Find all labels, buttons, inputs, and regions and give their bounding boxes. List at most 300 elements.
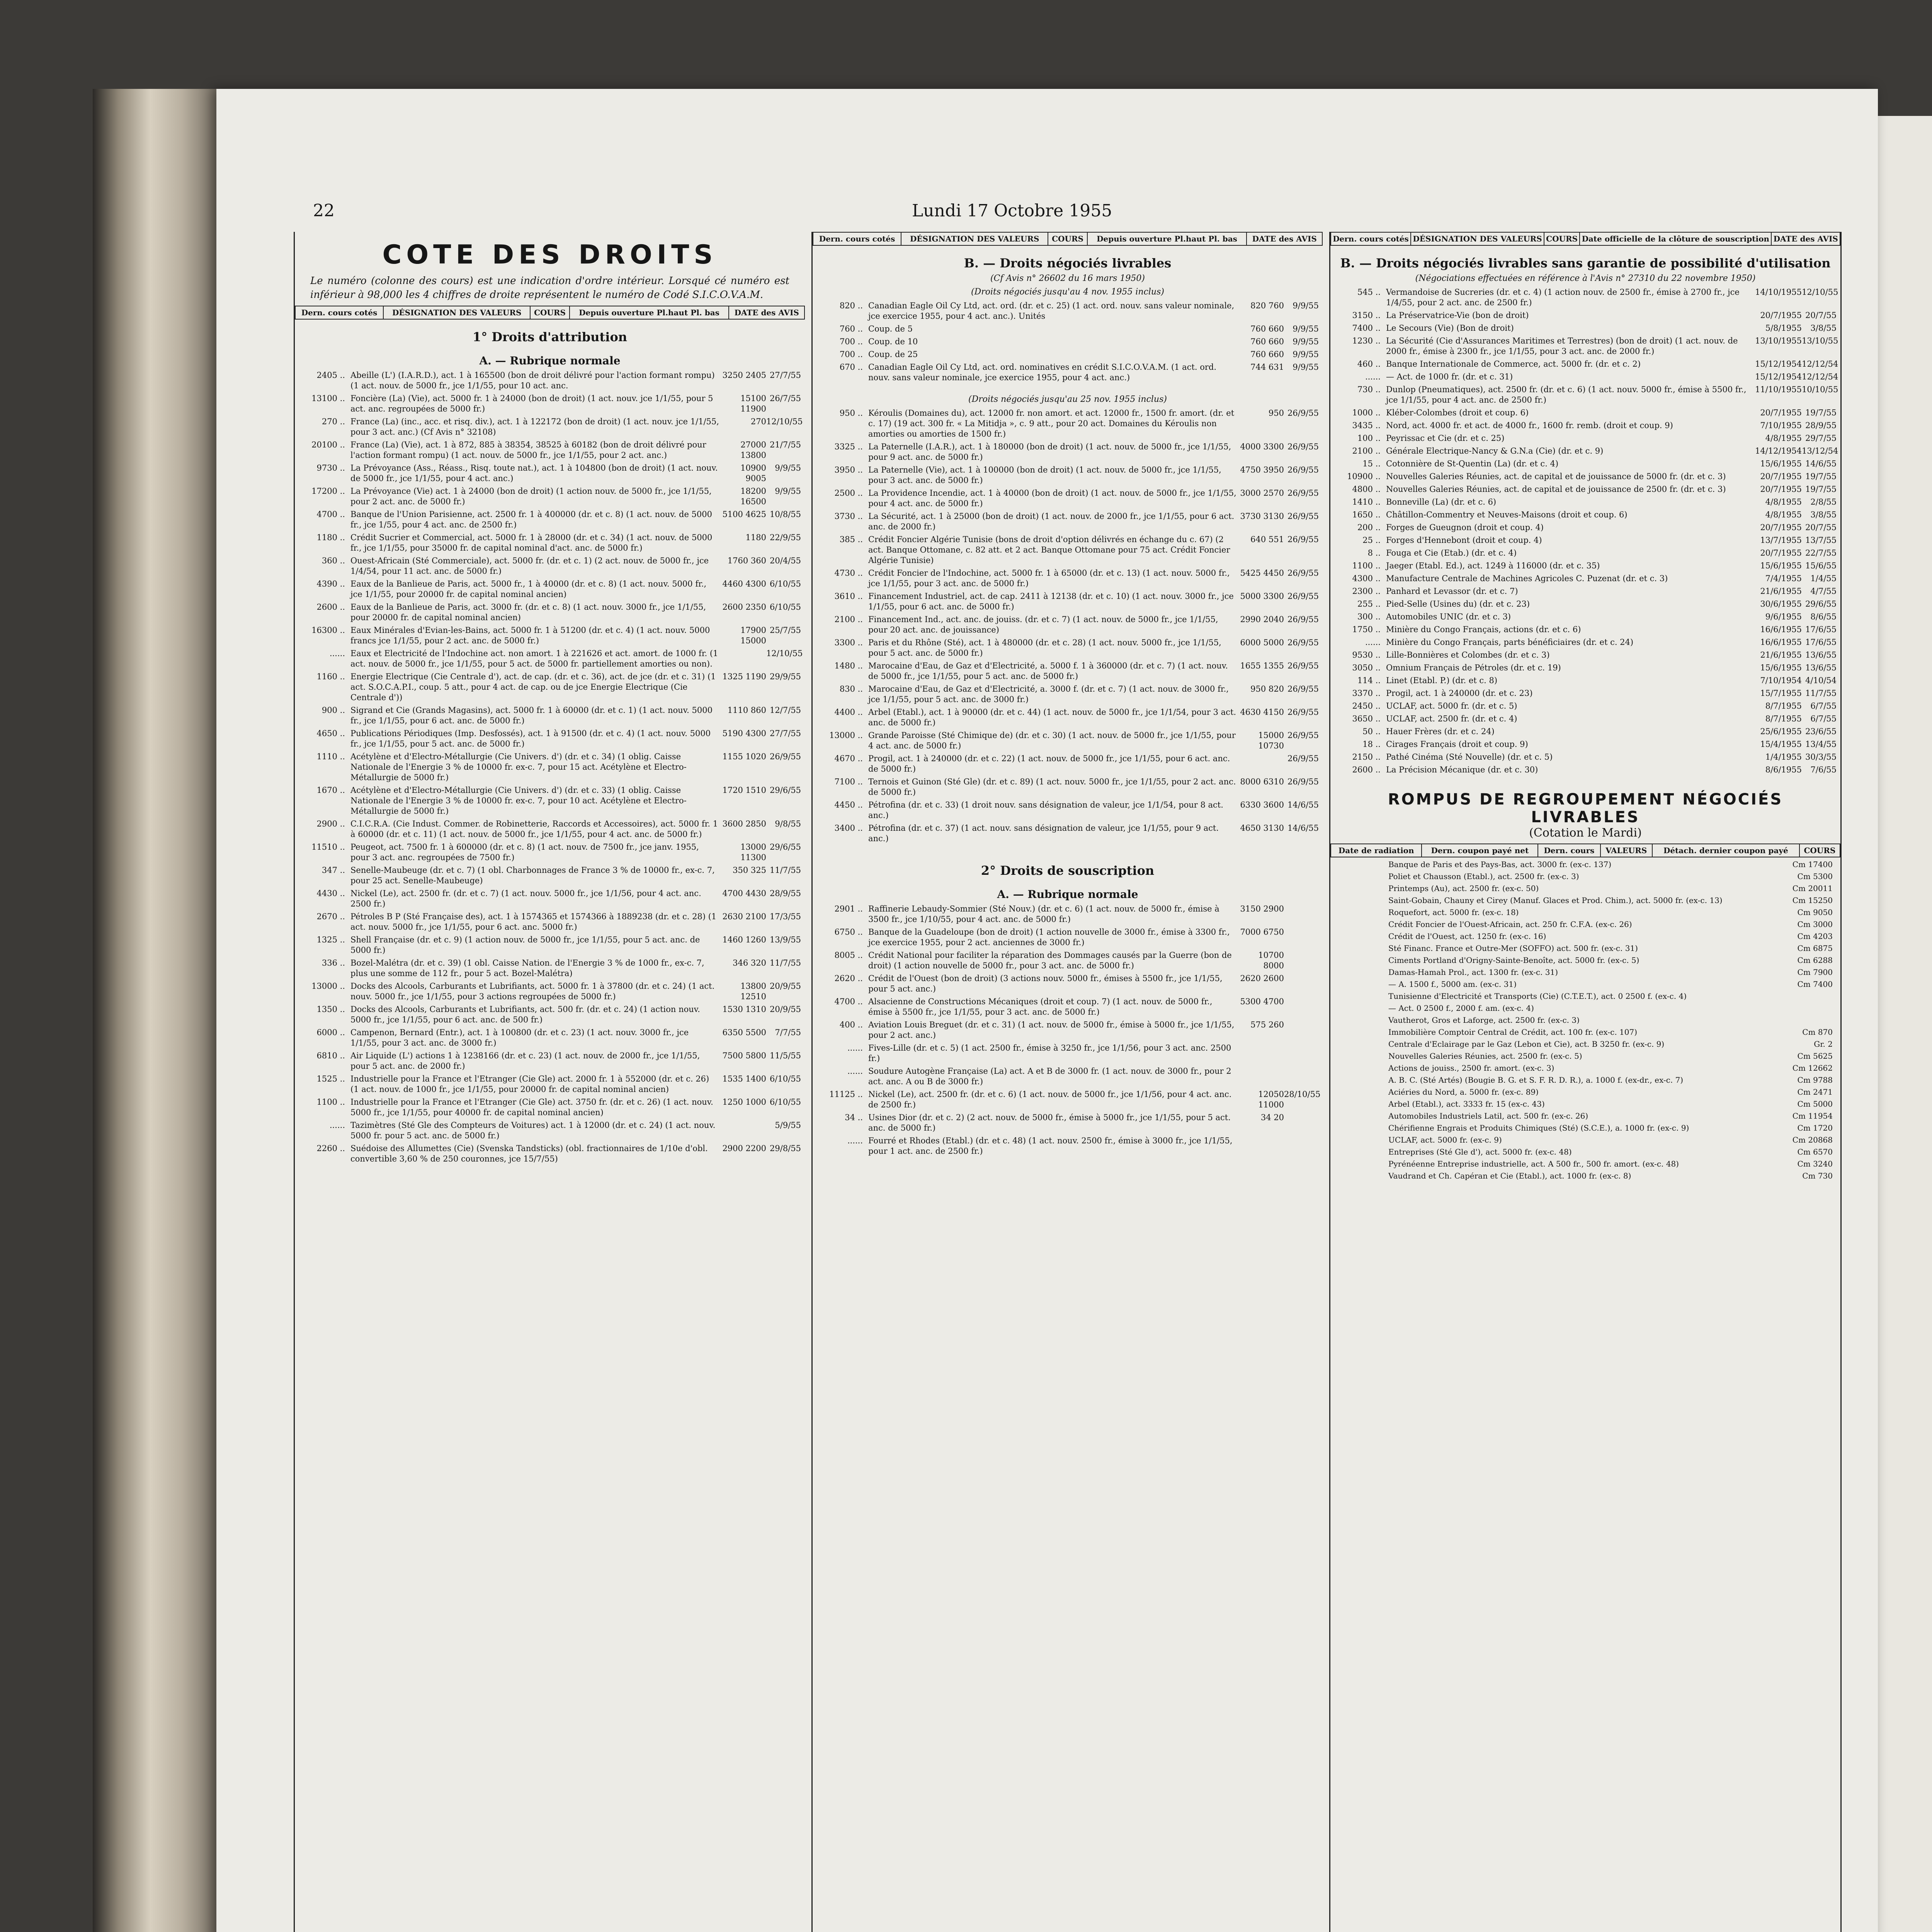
rompus-security: Vaudrand et Ch. Capéran et Cie (Etabl.), act. 1000 fr. (ex-c. 8) [1388,1171,1631,1180]
last-price: 4390 .. [316,579,345,588]
book-binding-edge [93,89,220,1932]
list-item [1330,714,1840,724]
price-range: 5/8/1955 [1765,323,1802,333]
rompus-title: ROMPUS DE REGROUPEMENT NÉGOCIÉS LIVRABLES [1388,791,1783,826]
notice-date: 30/3/55 [1805,752,1837,762]
security-designation: Crédit de l'Ouest (bon de droit) (3 actions nouv. 5000 fr., émises à 5500 fr., jce 1/1/55, pour 5 act. anc.) [868,974,1223,993]
last-price: 270 .. [321,417,345,426]
list-item [295,785,805,816]
notice-date: 17/3/55 [770,912,801,921]
list-item [295,672,805,703]
notice-date: 29/7/55 [1805,434,1837,443]
list-item [295,958,805,979]
last-price: 4300 .. [1352,574,1381,583]
notice-date: 11/7/55 [770,866,801,875]
security-designation: Banque Internationale de Commerce, act. 5000 fr. (dr. et c. 2) [1386,359,1641,369]
notice-date: 11/7/55 [1805,689,1837,698]
list-item [1330,561,1840,571]
notice-date [1284,1066,1323,1087]
rompus-security: Sté Financ. France et Outre-Mer (SOFFO) act. 500 fr. (ex-c. 31) [1388,944,1638,953]
header-cell: VALEURS [1600,844,1652,857]
rompus-row [1330,979,1840,989]
security-designation: La Sécurité (Cie d'Assurances Maritimes et Terrestres) (bon de droit) (1 act. nouv. de 2000 fr., émise à 2300 fr., jce 1/1/55, pour 3 act. anc. de 2000 fr.) [1386,336,1738,356]
last-price: 2100 .. [1352,446,1381,456]
notice-date: 12/12/54 [1802,372,1838,381]
notice-date: 19/7/55 [1805,472,1837,481]
notice-date: 26/9/55 [770,752,801,761]
last-price: 545 .. [1357,287,1381,297]
list-item [813,337,1323,347]
rompus-price [1740,991,1840,1001]
rompus-security: Centrale d'Eclairage par le Gaz (Lebon et Cie), act. B 3250 fr. (ex-c. 9) [1388,1039,1665,1049]
security-designation: Docks des Alcools, Carburants et Lubrifiants, act. 5000 fr. 1 à 37800 (dr. et c. 24) (1 act. nouv. 5000 fr., jce 1/1/55, pour 3 actions regroupées de 5000 fr.) [350,981,715,1001]
last-price: 6810 .. [316,1051,345,1060]
security-designation: La Sécurité, act. 1 à 25000 (bon de droit) (1 act. nouv. de 2000 fr., jce 1/1/55, pour 6 act. anc. de 2000 fr.) [868,512,1235,531]
section-title: 2° Droits de souscription [981,863,1155,878]
notice-date: 4/7/55 [1810,587,1837,596]
notice-date: 14/6/55 [1287,823,1319,833]
list-item [813,511,1323,532]
last-price: 3300 .. [834,638,863,647]
list-item [813,777,1323,798]
notice-date: 7/6/55 [1810,765,1837,774]
rompus-security: Aciéries du Nord, a. 5000 fr. (ex-c. 89) [1388,1087,1539,1097]
security-designation: Lille-Bonnières et Colombes (dr. et c. 3) [1386,650,1550,660]
rompus-subtitle: (Cotation le Mardi) [1529,826,1642,840]
rompus-price: Cm 5300 [1797,872,1833,881]
price-range: 7/4/1955 [1765,574,1802,583]
list-item [295,1027,805,1048]
last-price: 6750 .. [834,927,863,937]
security-designation: Nouvelles Galeries Réunies, act. de capital et de jouissance de 5000 fr. (dr. et c. 3) [1386,472,1726,481]
list-item [813,1020,1323,1041]
security-designation: Financement Ind., act. anc. de jouiss. (dr. et c. 7) (1 act. nouv. de 5000 fr., jce 1/1/55, pour 20 act. anc. de jouissance) [868,615,1218,634]
section-title: 1° Droits d'attribution [472,330,628,344]
security-designation: Coup. de 10 [868,337,918,346]
price-range: 15/6/1955 [1760,459,1802,468]
header-cell: Date officielle de la clôture de souscription [1580,232,1771,245]
security-designation: La Prévoyance (Vie) act. 1 à 24000 (bon de droit) (1 action nouv. de 5000 fr., jce 1/1/55, pour 2 act. anc. de 5000 fr.) [350,486,712,506]
price-range: 4/8/1955 [1765,497,1802,507]
notice-date: 6/10/55 [770,602,801,612]
rompus-row [1330,1051,1840,1061]
list-item [1330,624,1840,635]
rompus-security: Automobiles Industriels Latil, act. 500 fr. (ex-c. 26) [1388,1111,1588,1121]
last-price: 100 .. [1357,434,1381,443]
rights-list [1330,287,1840,775]
notice-date: 10/8/55 [770,510,801,519]
notice-date: 6/10/55 [770,579,801,588]
security-designation: Peyrissac et Cie (dr. et c. 25) [1386,434,1505,443]
list-item [1330,612,1840,622]
security-designation: Hauer Frères (dr. et c. 24) [1386,727,1495,736]
security-designation: Bonneville (La) (dr. et c. 6) [1386,497,1497,507]
last-price: 10900 .. [1347,472,1381,481]
price-range: 15/7/1955 [1760,689,1802,698]
price-range: 640 551 [1250,535,1284,544]
security-designation: Energie Electrique (Cie Centrale d'), act. de cap. (dr. et c. 36), act. de jce (dr. et c. 31) (1 act. S.O.C.A.P.I., coup. 5 att., pour 4 act. de cap. ou de jce Energie Electrique (Cie Centrale d')) [350,672,716,702]
price-range: 3150 2900 [1240,904,1284,913]
last-price: 2901 .. [834,904,863,913]
rompus-row [1330,883,1840,893]
list-item [1330,336,1840,357]
security-designation: Manufacture Centrale de Machines Agricoles C. Puzenat (dr. et c. 3) [1386,574,1668,583]
last-price: 2260 .. [316,1144,345,1153]
last-price: 15 .. [1362,459,1381,468]
last-price: ...... [847,1066,863,1076]
price-range: 15/6/1955 [1760,561,1802,570]
price-range: 1535 1400 [722,1074,766,1083]
list-item [1330,287,1840,308]
price-range: 2620 2600 [1240,974,1284,983]
price-range: 14/10/1955 [1755,287,1802,297]
last-price: 1230 .. [1352,336,1381,345]
rompus-row [1330,907,1840,917]
column-3-header [1330,232,1840,246]
security-designation: Soudure Autogène Française (La) act. A et B de 3000 fr. (1 act. nouv. de 3000 fr., pour 2 act. anc. A ou B de 3000 fr.) [868,1066,1231,1086]
price-range: 27000 13800 [740,440,766,460]
rompus-security: Banque de Paris et des Pays-Bas, act. 3000 fr. (ex-c. 137) [1388,860,1612,869]
price-range: 11/10/1955 [1755,385,1802,394]
security-designation: Fourré et Rhodes (Etabl.) (dr. et c. 48) (1 act. nouv. 2500 fr., émise à 3000 fr., jce 1/1/55, pour 1 act. anc. de 2500 fr.) [868,1136,1233,1156]
last-price: 7400 .. [1352,323,1381,333]
list-item [813,707,1323,728]
price-range: 10900 9005 [740,463,766,483]
price-range: 5000 3300 [1240,592,1284,601]
rompus-row [1330,1015,1840,1025]
rompus-price: Cm 2471 [1797,1087,1833,1097]
last-price: 950 .. [839,408,863,418]
rompus-price: Cm 7900 [1797,968,1833,977]
notice-date: 26/9/55 [1287,512,1319,521]
last-price: 3435 .. [1352,421,1381,430]
rompus-security: Arbel (Etabl.), act. 3333 fr. 15 (ex-c. 43) [1388,1099,1545,1109]
list-item [1330,688,1840,699]
security-designation: Minière du Congo Français, parts bénéficiaires (dr. et c. 24) [1386,638,1634,647]
price-range: 7000 6750 [1240,927,1284,937]
list-item [1330,408,1840,418]
list-item [295,865,805,886]
notice-date [1284,973,1323,994]
list-item [1330,701,1840,711]
price-range: 6000 5000 [1240,638,1284,647]
price-range: 2630 2100 [722,912,766,921]
price-range: 2900 2200 [722,1144,766,1153]
notice-date: 26/9/55 [1287,661,1319,670]
list-item [813,684,1323,705]
list-item [295,752,805,783]
last-price: 1100 .. [316,1097,345,1107]
security-designation: La Paternelle (I.A.R.), act. 1 à 180000 (bon de droit) (1 act. nouv. de 5000 fr., jce 1/1/55, pour 9 act. anc. de 5000 fr.) [868,442,1231,462]
rompus-row [1330,955,1840,965]
price-range: 21/6/1955 [1760,587,1802,596]
last-price: 2450 .. [1352,701,1381,711]
rompus-price: Cm 6570 [1797,1147,1833,1156]
rights-list [813,904,1323,1156]
last-price: 3400 .. [834,823,863,833]
rompus-row [1330,1111,1840,1121]
security-designation: Canadian Eagle Oil Cy Ltd, act. ord. (dr. et c. 25) (1 act. ord. nouv. sans valeur nominale, jce exercice 1955, pour 4 act. anc.). Unités [868,301,1235,321]
security-designation: Grande Paroisse (Sté Chimique de) (dr. et c. 30) (1 act. nouv. de 5000 fr., jce 1/1/55, pour 4 act. anc. de 5000 fr.) [868,731,1236,750]
header-cell: DÉSIGNATION DES VALEURS [1411,232,1544,245]
security-designation: Fouga et Cie (Etab.) (dr. et c. 4) [1386,548,1517,558]
header-cell: Depuis ouverture Pl.haut Pl. bas [1087,232,1247,245]
price-range: 950 820 [1250,684,1284,694]
price-range [1238,1043,1284,1064]
last-price: 4400 .. [834,707,863,717]
last-price: 4700 .. [316,510,345,519]
list-item [813,661,1323,682]
price-range: 270 [750,417,766,426]
price-range: 1530 1310 [722,1005,766,1014]
price-range: 25/6/1955 [1760,727,1802,736]
notice-date: 12/10/55 [1802,287,1838,297]
security-designation: Canadian Eagle Oil Cy Ltd, act. ord. nominatives en crédit S.I.C.O.V.A.M. (1 act. ord. nouv. sans valeur nominale, jce exercice 1955, pour 4 act. anc.) [868,362,1217,382]
list-item [813,1066,1323,1087]
list-item [1330,497,1840,507]
list-item [813,1136,1323,1156]
notice-date: 4/10/54 [1805,676,1837,685]
list-item [1330,484,1840,495]
security-designation: Abeille (L') (I.A.R.D.), act. 1 à 165500 (bon de droit délivré pour l'action formant rompu) (1 act. nouv. de 5000 fr., jce 1/1/55, pour 10 act. anc. [350,371,715,390]
last-price: 4800 .. [1352,485,1381,494]
notice-date: 12/12/54 [1802,359,1838,369]
security-designation: Financement Industriel, act. de cap. 2411 à 12138 (dr. et c. 10) (1 act. nouv. 3000 fr., jce 1/1/55, pour 6 act. anc. de 5000 fr.) [868,592,1234,611]
price-range: 15/12/1954 [1755,372,1802,381]
notice-date: 28/10/55 [1284,1090,1321,1099]
security-designation: Forges de Gueugnon (droit et coup. 4) [1386,523,1544,532]
list-item [1330,765,1840,775]
price-range: 30/6/1955 [1760,599,1802,609]
last-price: 385 .. [839,535,863,544]
rompus-price: Cm 3000 [1797,920,1833,929]
list-item [1330,471,1840,482]
last-price: 11125 .. [829,1090,863,1099]
price-range: 950 [1268,408,1284,418]
last-price: 300 .. [1357,612,1381,621]
security-designation: La Préservatrice-Vie (bon de droit) [1386,311,1529,320]
notice-date: 26/9/55 [1287,754,1319,763]
rompus-security: Chérifienne Engrais et Produits Chimiques (Sté) (S.C.E.), a. 1000 fr. (ex-c. 9) [1388,1123,1689,1133]
list-item [813,973,1323,994]
last-price: 255 .. [1357,599,1381,609]
notice-date: 26/9/55 [1287,408,1319,418]
security-designation: Eaux Minérales d'Evian-les-Bains, act. 5000 fr. 1 à 51200 (dr. et c. 4) (1 act. nouv. 5000 francs jce 1/1/55, pour 2 act. anc. de 5000 fr.) [350,626,710,645]
price-range: 12050 11000 [1258,1090,1284,1109]
last-price: 1100 .. [1352,561,1381,570]
list-item [813,800,1323,821]
security-designation: Marocaine d'Eau, de Gaz et d'Electricité, a. 3000 f. (dr. et c. 7) (1 act. nouv. de 3000 fr., jce 1/1/55, pour 5 act. anc. de 3000 fr.) [868,684,1229,704]
rompus-security: Poliet et Chausson (Etabl.), act. 2500 fr. (ex-c. 3) [1388,872,1579,881]
section-subtitle: A. — Rubrique normale [997,888,1138,901]
list-item [813,591,1323,612]
last-price: 1670 .. [316,786,345,795]
last-price: 2100 .. [834,615,863,624]
security-designation: Automobiles UNIC (dr. et c. 3) [1386,612,1511,621]
rompus-price: Cm 870 [1802,1027,1833,1037]
notice-date: 12/7/55 [770,706,801,715]
header-cell: Dern. cours cotés [813,232,901,245]
rompus-price: Cm 4203 [1797,932,1833,941]
security-designation: Crédit Foncier Algérie Tunisie (bons de droit d'option délivrés en échange du c. 67) (2 act. Banque Ottomane, c. 82 att. et 2 act. Banque Ottomane pour 75 act. Crédit Foncier Algérie Tunisie) [868,535,1230,565]
notice-date: 26/7/55 [770,394,801,403]
last-price: 730 .. [1357,385,1381,394]
last-price: 1000 .. [1352,408,1381,417]
price-range: 34 20 [1260,1113,1284,1122]
security-designation: Dunlop (Pneumatiques), act. 2500 fr. (dr. et c. 6) (1 act. nouv. 5000 fr., émise à 5500 fr., jce 1/1/55, pour 4 act. anc. de 2500 fr.) [1386,385,1747,405]
notice-date: 9/9/55 [1293,362,1319,372]
security-designation: Générale Electrique-Nancy & G.N.a (Cie) (dr. et c. 9) [1386,446,1604,456]
header-cell: COURS [1799,844,1840,857]
list-item [1330,372,1840,382]
list-item [295,417,805,437]
last-price: 2500 .. [834,488,863,498]
security-designation: Docks des Alcools, Carburants et Lubrifiants, act. 500 fr. (dr. et c. 24) (1 action nouv. 5000 fr., jce 1/1/55, pour 6 act. anc. de 500 fr.) [350,1005,700,1024]
last-price: 4450 .. [834,800,863,810]
security-designation: Campenon, Bernard (Entr.), act. 1 à 100800 (dr. et c. 23) (1 act. nouv. 3000 fr., jce 1/1/55, pour 3 act. anc. de 3000 fr.) [350,1028,689,1048]
list-item [1330,433,1840,444]
rompus-price [1740,1003,1840,1013]
notice-date [1284,1043,1323,1064]
last-price: 2405 .. [316,371,345,380]
price-range: 18200 16500 [740,486,766,506]
price-range: 21/6/1955 [1760,650,1802,660]
list-item [813,1112,1323,1133]
security-designation: Banque de l'Union Parisienne, act. 2500 fr. 1 à 400000 (dr. et c. 8) (1 act. nouv. de 5000 fr., jce 1/55, pour 4 act. anc. de 2500 fr.) [350,510,712,529]
notice-date: 26/9/55 [1287,615,1319,624]
list-item [813,904,1323,925]
price-range: 15000 10730 [1258,731,1284,750]
rompus-price: Cm 17400 [1792,860,1833,869]
last-price: 6000 .. [316,1028,345,1037]
list-item [813,465,1323,486]
last-price: 3950 .. [834,465,863,474]
notice-date: 26/9/55 [1287,731,1319,740]
price-range: 760 660 [1250,337,1284,346]
section-note: (Droits négociés jusqu'au 4 nov. 1955 inclus) [971,287,1164,297]
price-range: 350 325 [733,866,766,875]
rights-list [813,408,1323,844]
rompus-row [1330,1039,1840,1049]
security-designation: Pétroles B P (Sté Française des), act. 1 à 1574365 et 1574366 à 1889238 (dr. et c. 28) (1 act. nouv. 5000 fr., jce 1/1/55, pour 6 act. anc. 5000 fr.) [350,912,717,932]
notice-date: 28/9/55 [1805,421,1837,430]
price-range: 20/7/1955 [1760,311,1802,320]
security-designation: Sigrand et Cie (Grands Magasins), act. 5000 fr. 1 à 60000 (dr. et c. 1) (1 act. nouv. 5000 fr., jce 1/1/55, pour 6 act. anc. de 5000 fr.) [350,706,713,725]
price-range: 6350 5500 [722,1028,766,1037]
notice-date: 8/6/55 [1810,612,1837,621]
security-designation: France (La) (Vie), act. 1 à 872, 885 à 38354, 38525 à 60182 (bon de droit délivré pour l'action formant rompu) (1 act. nouv. de 5000 fr., jce 1/1/55, pour 2 act. anc.) [350,440,706,460]
list-item [813,1043,1323,1064]
list-item [295,935,805,956]
list-item [295,602,805,623]
price-range: 13000 11300 [740,842,766,862]
notice-date: 17/6/55 [1805,625,1837,634]
last-price: 25 .. [1362,536,1381,545]
list-item [813,301,1323,321]
list-item [295,393,805,414]
security-designation: Crédit National pour faciliter la réparation des Dommages causés par la Guerre (bon de droit) (1 action nouvelle de 5000 fr., pour 3 act. anc. de 5000 fr.) [868,951,1232,970]
security-designation: Progil, act. 1 à 240000 (dr. et c. 23) [1386,689,1533,698]
security-designation: France (La) (inc., acc. et risq. div.), act. 1 à 122172 (bon de droit) (1 act. nouv. jce 1/1/55, pour 3 act. anc.) (Cf Avis n° 32108) [350,417,719,437]
price-range: 346 320 [733,958,766,968]
security-designation: Omnium Français de Pétroles (dr. et c. 19) [1386,663,1561,672]
notice-date: 9/9/55 [775,486,801,496]
column-2 [811,232,1323,1932]
last-price: 2620 .. [834,974,863,983]
list-item [295,1097,805,1118]
rompus-row [1330,991,1840,1001]
notice-date: 26/9/55 [1287,442,1319,451]
rompus-security: Pyrénéenne Entreprise industrielle, act. A 500 fr., 500 fr. amort. (ex-c. 48) [1388,1159,1679,1168]
notice-date: 21/7/55 [770,440,801,449]
price-range: 1460 1260 [722,935,766,944]
last-price: 13000 .. [829,731,863,740]
notice-date: 13/6/55 [1805,650,1837,660]
notice-date: 1/4/55 [1810,574,1837,583]
notice-date [1284,1112,1323,1133]
rompus-security: Entreprises (Sté Gle d'), act. 5000 fr. (ex-c. 48) [1388,1147,1572,1156]
price-range: 4650 3130 [1240,823,1284,833]
price-range: 744 631 [1250,362,1284,372]
list-item [295,556,805,577]
list-item [813,324,1323,334]
last-price: 1480 .. [834,661,863,670]
notice-date: 11/7/55 [770,958,801,968]
price-range: 15100 11900 [740,394,766,413]
security-designation: Nickel (Le), act. 2500 fr. (dr. et c. 7) (1 act. nouv. 5000 fr., jce 1/1/56, pour 4 act. anc. 2500 fr.) [350,889,701,908]
list-item [813,950,1323,971]
notice-date [1284,1020,1323,1041]
price-range: 17900 15000 [740,626,766,645]
security-designation: UCLAF, act. 2500 fr. (dr. et c. 4) [1386,714,1517,723]
price-range: 14/12/1954 [1755,446,1802,456]
notice-date: 22/7/55 [1805,548,1837,558]
last-price: 20100 .. [311,440,345,449]
newspaper-page [216,89,1878,1932]
notice-date: 9/9/55 [1293,337,1319,346]
notice-date: 28/9/55 [770,889,801,898]
rompus-row [1330,1147,1840,1157]
list-item [1330,573,1840,584]
list-item [813,730,1323,751]
notice-date: 20/7/55 [1805,311,1837,320]
security-designation: La Paternelle (Vie), act. 1 à 100000 (bon de droit) (1 act. nouv. de 5000 fr., jce 1/1/55, pour 3 act. anc. de 5000 fr.) [868,465,1221,485]
last-price: 11510 .. [311,842,345,852]
notice-date: 11/5/55 [770,1051,801,1060]
notice-date: 22/9/55 [770,533,801,542]
list-item [1330,637,1840,648]
security-designation: Air Liquide (L') actions 1 à 1238166 (dr. et c. 23) (1 act. nouv. de 2000 fr., jce 1/1/55, pour 5 act. anc. de 2000 fr.) [350,1051,700,1071]
rompus-price: Cm 7400 [1797,980,1833,989]
rompus-row [1330,1063,1840,1073]
notice-date: 26/9/55 [1287,568,1319,578]
section-title: B. — Droits négociés livrables [964,256,1172,270]
last-price: ...... [847,1043,863,1053]
price-range: 760 660 [1250,350,1284,359]
list-item [295,1074,805,1095]
price-range: 1325 1190 [722,672,766,681]
notice-date: 25/7/55 [770,626,801,635]
security-designation: Shell Française (dr. et c. 9) (1 action nouv. de 5000 fr., jce 1/1/55, pour 5 act. anc. de 5000 fr.) [350,935,700,955]
list-item [813,638,1323,658]
price-range: 3250 2405 [722,371,766,380]
header-cell: COURS [1048,232,1087,245]
rompus-row [1330,871,1840,881]
security-designation: Publications Périodiques (Imp. Desfossés), act. 1 à 91500 (dr. et c. 4) (1 act. nouv. 5000 fr., jce 1/1/55, pour 5 act. anc. de 5000 fr.) [350,729,711,748]
price-range: 1/4/1955 [1765,752,1802,762]
notice-date: 12/10/55 [766,649,803,658]
notice-date: 13/12/54 [1802,446,1838,456]
